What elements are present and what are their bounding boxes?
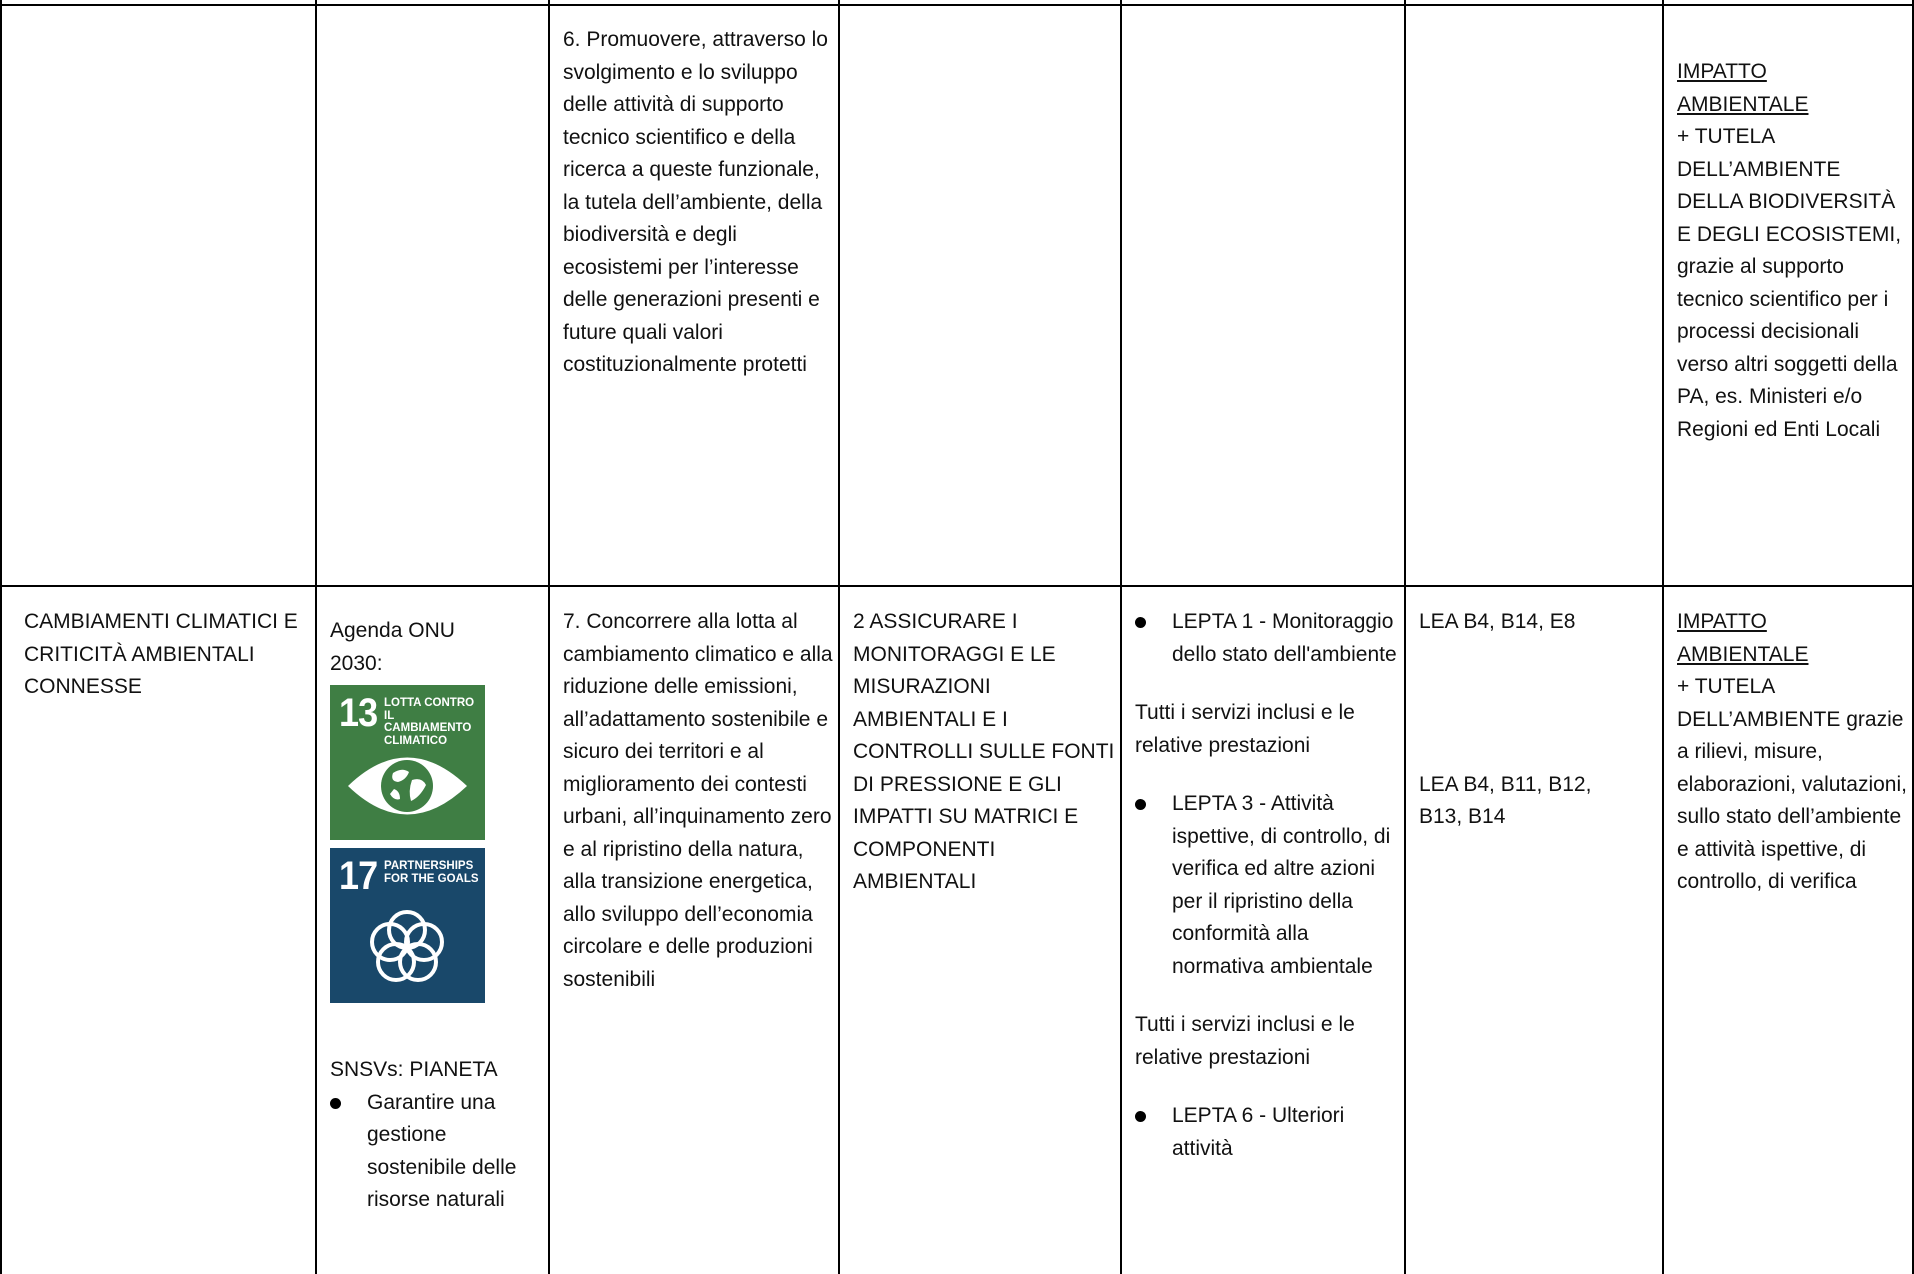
row2-lea-cell (1419, 606, 1659, 834)
interlocking-circles-icon (330, 848, 485, 1003)
lepta6-item (1135, 1100, 1401, 1165)
row2-objective-cell (563, 606, 836, 996)
eye-globe-icon (330, 685, 485, 840)
row1-impact-heading: IMPATTO AMBIENTALE (1677, 60, 1809, 116)
sdg13-title: LOTTA CONTRO IL CAMBIAMENTO CLIMATICO (384, 697, 475, 747)
row2-goals-cell (330, 615, 545, 680)
sdg13-tile (330, 685, 485, 840)
services1-text: Tutti i servizi inclusi e le relative prestazioni (1135, 701, 1355, 757)
row2-impact-text: + TUTELA DELL’AMBIENTE grazie a rilievi, misure, elaborazioni, valutazioni, sullo stato dell’ambiente e attività ispettive, di controllo, di verifica (1677, 675, 1907, 893)
agenda-label: Agenda ONU 2030: (330, 619, 455, 675)
row2-impact-heading: IMPATTO AMBIENTALE (1677, 610, 1809, 666)
bullet-icon (330, 1098, 341, 1109)
services2-text: Tutti i servizi inclusi e le relative prestazioni (1135, 1013, 1355, 1069)
row2-snsvs-cell (330, 1054, 545, 1217)
lea2-text: LEA B4, B11, B12, B13, B14 (1419, 772, 1592, 828)
sdg17-title: PARTNERSHIPS FOR THE GOALS (384, 860, 479, 885)
strategic-objective-text: 2 ASSICURARE I MONITORAGGI E LE MISURAZIONI AMBIENTALI E I CONTROLLI SULLE FONTI DI PRESSIONE E GLI IMPATTI SU MATRICI E COMPONENTI AMBIENTALI (853, 610, 1115, 893)
row2-impact-cell (1677, 606, 1909, 899)
lepta1-item (1135, 606, 1401, 671)
sdg17-tile (330, 848, 485, 1003)
row1-objective-text: 6. Promuovere, attraverso lo svolgimento e lo sviluppo delle attività di supporto tecnico scientifico e della ricerca a queste funzionale, la tutela dell’ambiente, della biodiversità e degli ecosistemi per l’interesse delle generazioni presenti e future quali valori costituzionalmente protetti (563, 28, 828, 376)
row2-lepta-cell (1135, 606, 1401, 1165)
snsvs-label: SNSVs: PIANETA (330, 1058, 498, 1081)
bullet-icon (1135, 1111, 1146, 1122)
snsvs-bullet-item (330, 1087, 527, 1217)
area-text: CAMBIAMENTI CLIMATICI E CRITICITÀ AMBIENTALI CONNESSE (24, 610, 298, 698)
row2-strategic-cell (853, 606, 1118, 899)
row1-impact-cell (1677, 56, 1909, 446)
row2-objective-text: 7. Concorrere alla lotta al cambiamento climatico e alla riduzione delle emissioni, all’adattamento sostenibile e sicuro dei territori e al miglioramento dei contesti urbani, all’inquinamento zero e al ripristino della natura, alla transizione energetica, allo sviluppo dell’economia circolare e delle produzioni sostenibili (563, 610, 833, 991)
lepta6-text: LEPTA 6 - Ulteriori attività (1172, 1104, 1345, 1160)
sdg13-number: 13 (339, 691, 378, 735)
lepta3-item (1135, 788, 1401, 983)
row2-area-cell (24, 606, 312, 704)
bullet-icon (1135, 617, 1146, 628)
lepta3-text: LEPTA 3 - Attività ispettive, di controllo, di verifica ed altre azioni per il ripristino della conformità alla normativa ambientale (1172, 792, 1391, 978)
bullet-icon (1135, 799, 1146, 810)
lea1-text: LEA B4, B14, E8 (1419, 610, 1576, 633)
lepta1-text: LEPTA 1 - Monitoraggio dello stato dell'ambiente (1172, 610, 1397, 666)
row1-objective-cell (563, 24, 831, 382)
row1-impact-text: + TUTELA DELL’AMBIENTE DELLA BIODIVERSITÀ E DEGLI ECOSISTEMI, grazie al supporto tecnico scientifico per i processi decisionali verso altri soggetti della PA, es. Ministeri e/o Regioni ed Enti Locali (1677, 125, 1902, 441)
sdg17-number: 17 (339, 854, 378, 898)
snsvs-bullet-text: Garantire una gestione sostenibile delle risorse naturali (367, 1090, 517, 1211)
